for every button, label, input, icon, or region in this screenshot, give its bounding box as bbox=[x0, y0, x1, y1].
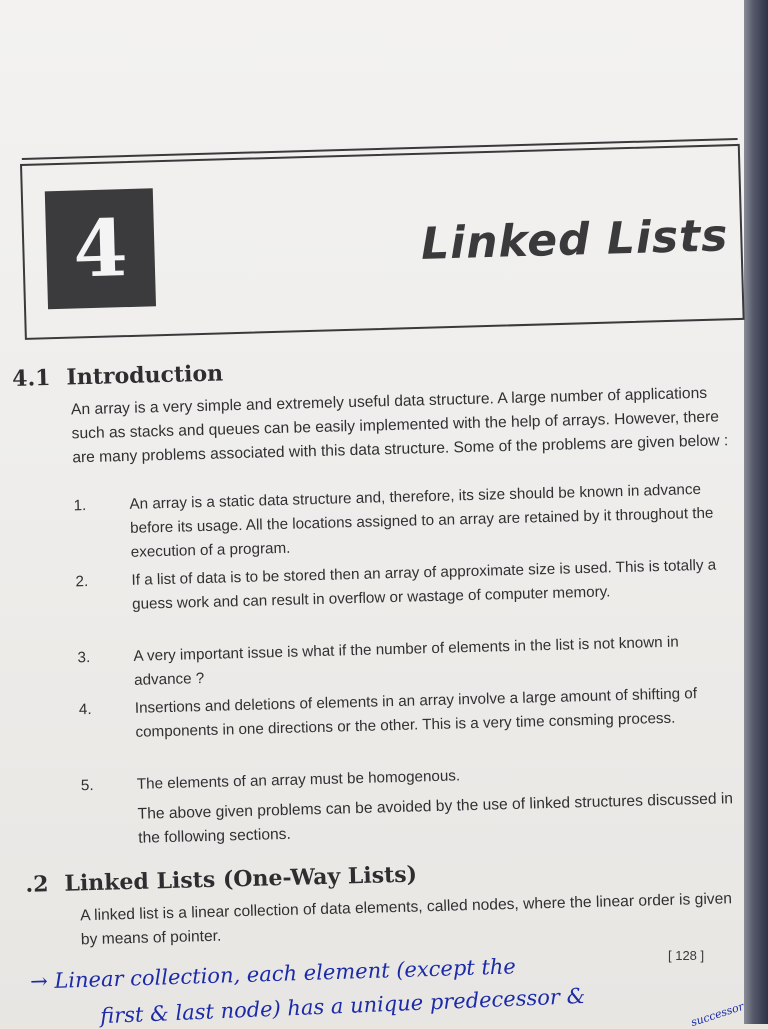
item-number: 2. bbox=[75, 573, 89, 591]
section-4-1-heading bbox=[12, 360, 224, 392]
item-text: The elements of an array must be homogenous. bbox=[136, 767, 461, 793]
item-text: Insertions and deletions of elements in an array involve a large amount of shifting of components in one directions or the other. This is a very time consming process. bbox=[134, 685, 698, 741]
item-text: An array is a static data structure and, therefore, its size should be known in advance before its usage. All the locations assigned to an array are retained by it throughout the execution of a program. bbox=[129, 480, 714, 561]
handwritten-note-line-2: first & last node) has a unique predecessor & bbox=[99, 983, 586, 1029]
item-number: 4. bbox=[78, 700, 92, 719]
item-number: 3. bbox=[77, 649, 91, 667]
section-title: Linked Lists (One-Way Lists) bbox=[64, 861, 418, 897]
item-number: 5. bbox=[80, 776, 94, 795]
section-title: Introduction bbox=[66, 360, 224, 391]
section-number: 4.1 bbox=[11, 364, 51, 392]
item-text: A very important issue is what if the number of elements in the list is not known in advance ? bbox=[133, 633, 679, 689]
closing-paragraph: The above given problems can be avoided by the use of linked structures discussed in the following sections. bbox=[137, 790, 734, 847]
chapter-title: Linked Lists bbox=[420, 210, 729, 270]
section-number: .2 bbox=[25, 871, 49, 898]
handwritten-note-line-1: → Linear collection, each element (except the bbox=[29, 954, 517, 994]
item-text: If a list of data is to be stored then an array of approximate size is used. This is totally a guess work and can result in overflow or wastage of computer memory. bbox=[131, 556, 717, 613]
intro-paragraph: An array is a very simple and extremely useful data structure. A large number of applications such as stacks and queues can be easily implemented with the help of arrays. However, there are many problems associated with this data structure. Some of the problems are given below : bbox=[70, 384, 729, 467]
page-number: [ 128 ] bbox=[668, 948, 705, 963]
chapter-number: 4 bbox=[45, 188, 156, 309]
linked-list-definition: A linked list is a linear collection of data elements, called nodes, where the linear order is given by means of pointer. bbox=[80, 890, 733, 949]
section-4-2-heading bbox=[25, 862, 417, 898]
item-number: 1. bbox=[73, 497, 87, 515]
handwritten-note-line-3: successor bbox=[689, 999, 746, 1029]
